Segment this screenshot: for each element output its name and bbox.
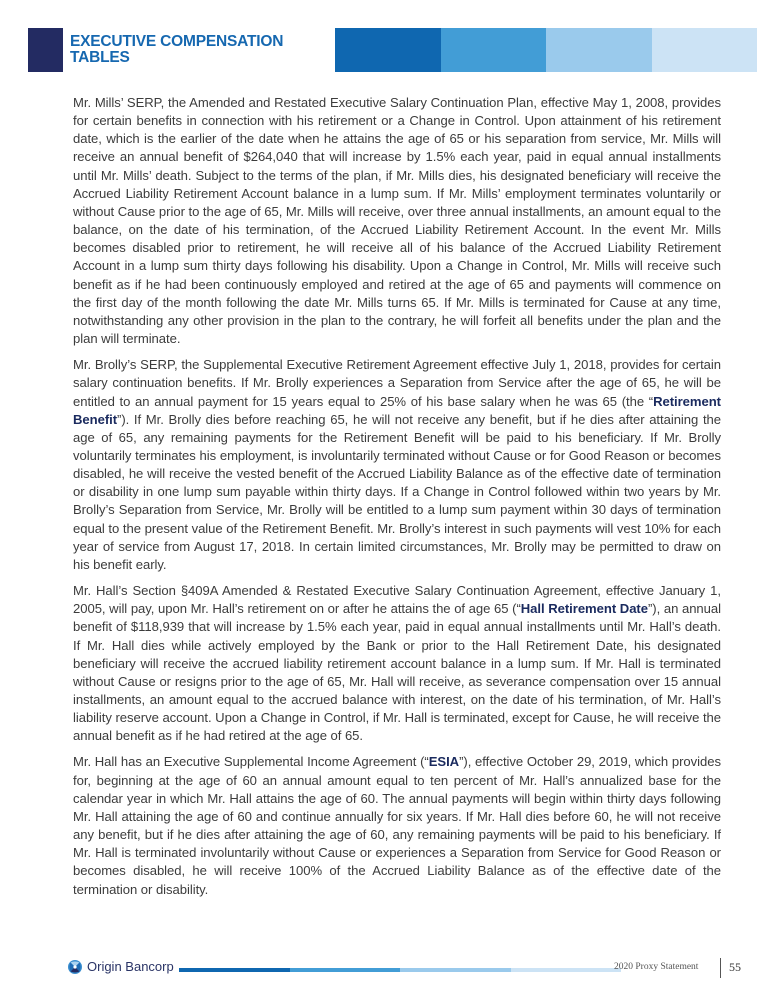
- page-footer: [0, 955, 768, 985]
- header-color-bars: [335, 28, 757, 72]
- header-bar-4: [652, 28, 758, 72]
- footer-bar-1: [179, 968, 290, 972]
- body-text: [73, 94, 721, 907]
- document-name: 2020 Proxy Statement: [614, 962, 699, 972]
- paragraph-hall-esia: Mr. Hall has an Executive Supplemental Income Agreement (“ESIA”), effective October 29, 2019, which provides for, beginning at the age of 60 an annual amount equal to ten percent of Mr. Hall’s annualized base for the calendar year in which Mr. Hall attains the age of 60. The annual payments will begin within thirty days following Mr. Hall attaining the age of 60 and continue annually for six years. If Mr. Hall dies before 60, he will not receive any benefit, but if he dies after attaining the age of 60, any remaining payments will be paid to his beneficiary. If Mr. Hall is terminated involuntarily without Cause or experiences a Separation from Service for Good Reason or becomes disabled, he will receive 100% of the Accrued Liability Balance as of the effective date of the termination or disability.: [73, 754, 721, 897]
- paragraph-mills-serp: Mr. Mills’ SERP, the Amended and Restated Executive Salary Continuation Plan, effective May 1, 2008, provides for certain benefits in connection with his retirement or a Change in Control. Upon attainment of his retirement date, which is the earlier of the date when he attains the age of 65 or his separation from service, Mr. Mills will receive an annual benefit of $264,040 that will increase by 1.5% each year, paid in equal annual installments until Mr. Mills’ death. Subject to the terms of the plan, if Mr. Mills dies, his designated beneficiary will receive the Accrued Liability Retirement Account balance in a lump sum. If Mr. Mills’ employment terminates voluntarily or without Cause prior to the age of 65, Mr. Mills will receive, over three annual installments, an amount equal to the balance, on the date of his termination, of the Accrued Liability Retirement Account. In the event Mr. Mills becomes disabled prior to retirement, he will receive all of his balance of the Accrued Liability Retirement Account in a lump sum thirty days following his disability. Upon a Change in Control, Mr. Mills will receive such benefit as if he had been continuously employed and retired at the age of 65 and payments will commence on the first day of the month following the date Mr. Mills turns 65. If Mr. Mills is terminated for Cause at any time, notwithstanding any other provision in the plan to the contrary, he will forfeit all benefits under the plan and the plan will terminate.: [73, 95, 721, 347]
- defined-term: Retirement Benefit: [73, 393, 721, 427]
- defined-term: ESIA: [428, 754, 460, 770]
- header-bar-2: [441, 28, 547, 72]
- defined-term: Hall Retirement Date: [520, 601, 648, 617]
- footer-bar-2: [290, 968, 401, 972]
- header-bar-3: [546, 28, 652, 72]
- paragraph-brolly-serp: Mr. Brolly’s SERP, the Supplemental Executive Retirement Agreement effective July 1, 2018, provides for certain salary continuation benefits. If Mr. Brolly experiences a Separation from Service after the age of 65, he will be entitled to an annual payment for 15 years equal to 25% of his base salary when he was 65 (the “Retirement Benefit”). If Mr. Brolly dies before reaching 65, he will not receive any benefit, but if he dies after attaining the age of 65, any remaining payments for the Retirement Benefit will be paid to his beneficiary. If Mr. Brolly voluntarily terminates his employment, is involuntarily terminated without Cause or for Good Reason or becomes disabled, he will receive the vested benefit of the Accrued Liability Balance as of the effective date of termination or disability in one lump sum payable within thirty days. If a Change in Control followed within two years by Mr. Brolly’s Separation from Service, Mr. Brolly will be entitled to a lump sum payment within 30 days of termination equal to the present value of the Retirement Benefit. Mr. Brolly’s interest in such payments will vest 10% for each year of service from August 17, 2018. In certain limited circumstances, Mr. Brolly may be permitted to draw on his benefit early.: [73, 357, 721, 572]
- section-title: [70, 34, 283, 66]
- footer-bar-3: [400, 968, 511, 972]
- header-accent-square: [28, 28, 63, 72]
- footer-bar-4: [511, 968, 622, 972]
- company-logo: [68, 959, 174, 974]
- footer-color-bars: [179, 968, 621, 972]
- paragraph-hall-salary-continuation: Mr. Hall’s Section §409A Amended & Restated Executive Salary Continuation Agreement, effective January 1, 2005, will pay, upon Mr. Hall’s retirement on or after he attains the of age 65 (“Hall Retirement Date”), an annual benefit of $118,939 that will increase by 1.5% each year, paid in equal annual installments until Mr. Hall’s death. If Mr. Hall dies while actively employed by the Bank or prior to the Hall Retirement Date, his designated beneficiary will receive the accrued liability retirement account balance in a lump sum. If Mr. Hall is terminated without Cause or resigns prior to the age of 65, Mr. Hall will receive, as severance compensation over 15 annual installments, an amount equal to the accrued balance with interest, on the date of his termination, of Mr. Hall’s liability reserve account. Upon a Change in Control, if Mr. Hall is terminated, except for Cause, he will receive the annual benefit as if he had retired at the age of 65.: [73, 583, 721, 744]
- section-title-line-1: EXECUTIVE COMPENSATION: [70, 33, 284, 50]
- logo-text: Origin Bancorp: [87, 959, 174, 974]
- footer-divider: [720, 958, 721, 978]
- section-title-line-2: TABLES: [70, 49, 130, 66]
- page-number: 55: [729, 960, 741, 974]
- origin-bancorp-logo-icon: [68, 960, 82, 974]
- header-bar-1: [335, 28, 441, 72]
